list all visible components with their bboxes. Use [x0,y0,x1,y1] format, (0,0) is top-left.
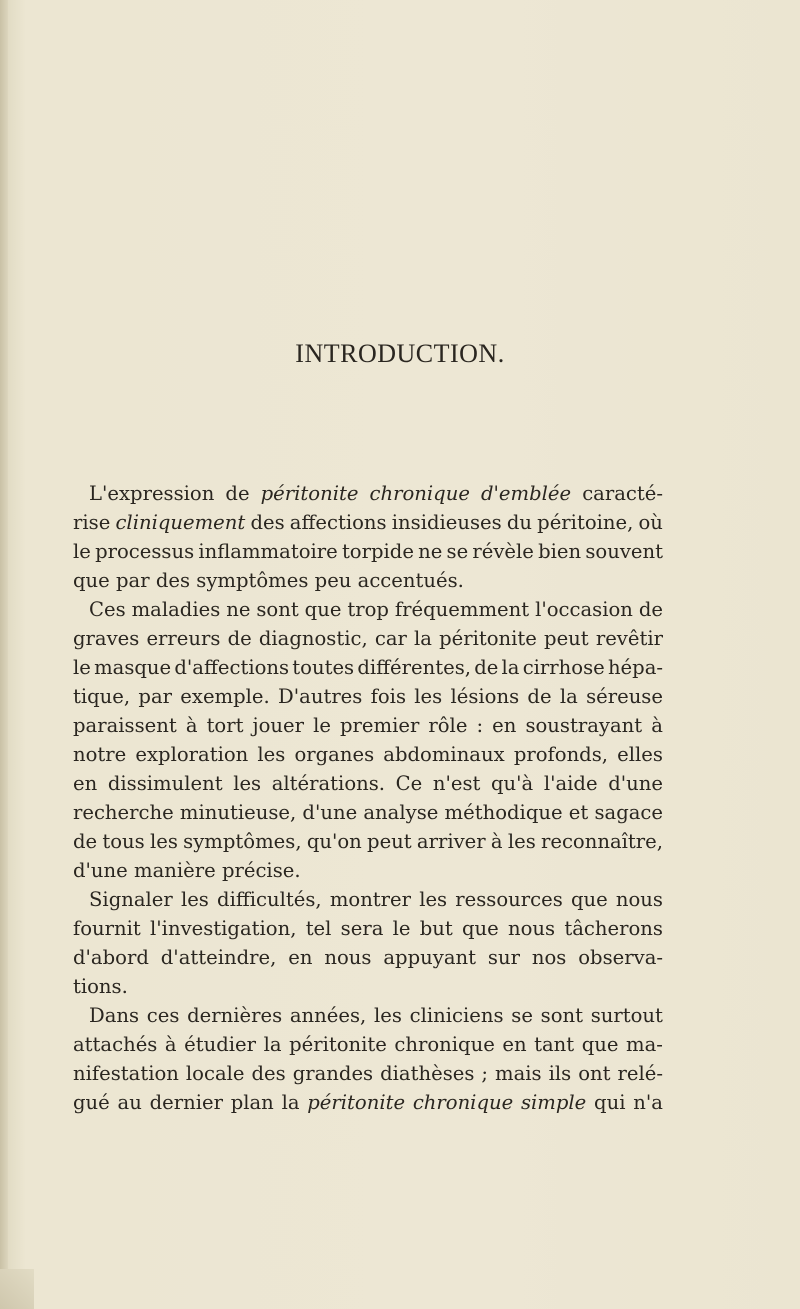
word: ma- [626,1033,663,1056]
italic-word: péritonite [260,482,359,505]
word: ces [146,1004,180,1027]
italic-word: d'emblée [481,482,572,505]
word: en [502,1033,527,1056]
word: les [507,830,536,853]
word: surtout [590,1004,663,1027]
word: D'autres [278,685,363,708]
text-line [73,798,663,827]
word: tant [534,1033,575,1056]
word: péritonite [289,1033,387,1056]
word: années, [289,1004,367,1027]
word: les [150,830,178,853]
word: insidieuses [391,511,502,534]
word: cirrhose [522,656,605,679]
text-line [73,1001,663,1030]
word: fois [370,685,406,708]
word: révèle [472,540,534,563]
page-corner [0,1269,34,1309]
word: ont [578,1062,611,1085]
word: les [419,888,448,911]
word: par [116,569,150,592]
text-line [73,653,663,682]
word: qu'on [306,830,362,853]
word: processus [95,540,195,563]
word: ressources [455,888,563,911]
word: que [73,569,110,592]
word: trop [347,598,389,621]
word: caracté- [582,482,663,505]
text-line [73,972,663,1001]
text-line [73,1030,663,1059]
word: de [638,598,663,621]
word: les [257,743,286,766]
word: paraissent [73,714,177,737]
word: inflammatoire [198,540,338,563]
italic-word: cliniquement [115,511,246,534]
word: les [233,772,262,795]
word: la [263,1033,282,1056]
word: sur [487,946,520,969]
word: de [527,685,552,708]
word: peu [314,569,352,592]
text-line [73,566,663,595]
word: exemple. [180,685,270,708]
word: de [227,627,252,650]
word: que [570,888,608,911]
word: observa- [578,946,663,969]
word: le [392,917,411,940]
word: appuyant [383,946,477,969]
word: sont [256,598,299,621]
word: lésions [450,685,520,708]
body-text [73,479,663,1117]
text-line [73,943,663,972]
word: hépa- [607,656,663,679]
word: nous [508,917,556,940]
text-line [73,537,663,566]
word: la [414,627,432,650]
text-line [73,624,663,653]
word: erreurs [146,627,221,650]
italic-word: péritonite [307,1091,406,1114]
text-line [73,508,663,537]
word: qui [594,1091,626,1114]
text-line [73,769,663,798]
word: cliniciens [409,1004,504,1027]
word: arriver [416,830,486,853]
word: revêtir [595,627,663,650]
word: les [180,888,209,911]
word: le [313,714,331,737]
word: symptômes, [183,830,302,853]
word: premier [340,714,420,737]
word: minutieuse, [179,801,297,824]
word: profonds, [513,743,609,766]
word: peut [544,627,589,650]
word: plan [230,1091,274,1114]
text-line [73,479,663,508]
word: par [138,685,173,708]
word: rôle [428,714,468,737]
word: différentes, [357,656,471,679]
word: en [288,946,313,969]
word: gué [73,1091,110,1114]
word: nous [615,888,663,911]
word: la [559,685,578,708]
word: dernier [149,1091,223,1114]
word: attachés [73,1033,158,1056]
word: que [304,598,342,621]
text-line [73,682,663,711]
text-line [73,595,663,624]
word: montrer [329,888,412,911]
word: à [490,830,503,853]
word: fournit [73,917,141,940]
word: affections [289,511,387,534]
word: le [73,656,91,679]
text-line [73,856,663,885]
word: l'investigation, [150,917,297,940]
word: de [474,656,499,679]
word: maladies [131,598,221,621]
word: à [185,714,198,737]
word: d'une [302,801,358,824]
word: les [374,1004,402,1027]
word: soustrayant [525,714,643,737]
word: péritoine, [537,511,634,534]
word: péritonite [439,627,537,650]
word: d'une [73,859,128,882]
word: notre [73,743,127,766]
word: bien [538,540,582,563]
word: la [501,656,520,679]
italic-word: chronique [369,482,470,505]
word: souvent [585,540,663,563]
word: la [281,1091,300,1114]
word: à [651,714,663,737]
word: nifestation [73,1062,179,1085]
word: des [155,569,191,592]
text-line [73,885,663,914]
word: locale [185,1062,245,1085]
word: tâcherons [564,917,663,940]
word: nous [324,946,372,969]
word: manière [134,859,216,882]
word: fréquemment [394,598,530,621]
word: altérations. [271,772,386,795]
word: but [419,917,453,940]
word: Ce [395,772,423,795]
word: nos [531,946,567,969]
word: d'affections [174,656,290,679]
word: se [511,1004,533,1027]
word: recherche [73,801,174,824]
word: qu'à [490,772,534,795]
word: étudier [184,1033,257,1056]
word: de [225,482,250,505]
word: diagnostic, [258,627,368,650]
word: d'atteindre, [160,946,277,969]
word: difficultés, [217,888,322,911]
word: abdominaux [383,743,505,766]
word: rise [73,511,111,534]
word: Ces [89,598,126,621]
text-line [73,914,663,943]
text-line [73,1088,663,1117]
word: L'expression [89,482,215,505]
text-line [73,711,663,740]
italic-word: simple [520,1091,587,1114]
word: des [250,511,285,534]
word: peut [367,830,412,853]
chapter-heading: INTRODUCTION. [295,339,505,368]
word: précise. [221,859,301,882]
word: jouer [252,714,304,737]
word: que [581,1033,619,1056]
word: tous [102,830,145,853]
word: de [73,830,98,853]
word: où [638,511,663,534]
word: des [251,1062,286,1085]
word: et [568,801,589,824]
word: Signaler [89,888,173,911]
word: l'occasion [535,598,633,621]
word: diathèses [380,1062,475,1085]
word: symptômes [196,569,309,592]
word: grandes [292,1062,374,1085]
word: en [73,772,98,795]
word: tort [206,714,244,737]
word: car [374,627,407,650]
word: dissimulent [107,772,223,795]
word: au [117,1091,142,1114]
word: l'aide [543,772,598,795]
word: relé- [617,1062,663,1085]
word: méthodique [444,801,563,824]
word: séreuse [586,685,663,708]
word: le [73,540,91,563]
word: Dans [89,1004,140,1027]
text-line [73,1059,663,1088]
word: ne [418,540,443,563]
word: exploration [135,743,249,766]
word: chronique [394,1033,495,1056]
word: ne [226,598,251,621]
word: d'abord [73,946,149,969]
text-line [73,740,663,769]
word: torpide [341,540,414,563]
page-binding-edge [0,0,8,1309]
word: en [492,714,517,737]
word: ; [481,1062,489,1085]
word: ils [548,1062,572,1085]
word: organes [294,743,375,766]
word: masque [94,656,172,679]
word: elles [617,743,663,766]
word: n'a [633,1091,663,1114]
word: mais [495,1062,542,1085]
word: sera [340,917,384,940]
word: du [506,511,533,534]
word: toutes [292,656,355,679]
word: que [462,917,499,940]
word: les [414,685,443,708]
word: d'une [608,772,663,795]
word: graves [73,627,140,650]
word: sagace [594,801,663,824]
word: sont [540,1004,583,1027]
word: à [164,1033,177,1056]
word: reconnaître, [541,830,663,853]
word: analyse [363,801,439,824]
word: dernières [187,1004,283,1027]
word: n'est [432,772,481,795]
word: tions. [73,975,128,998]
word: se [446,540,469,563]
word: tel [305,917,332,940]
word: tique, [73,685,131,708]
word: accentués. [357,569,464,592]
italic-word: chronique [412,1091,514,1114]
word: : [476,714,484,737]
text-line [73,827,663,856]
